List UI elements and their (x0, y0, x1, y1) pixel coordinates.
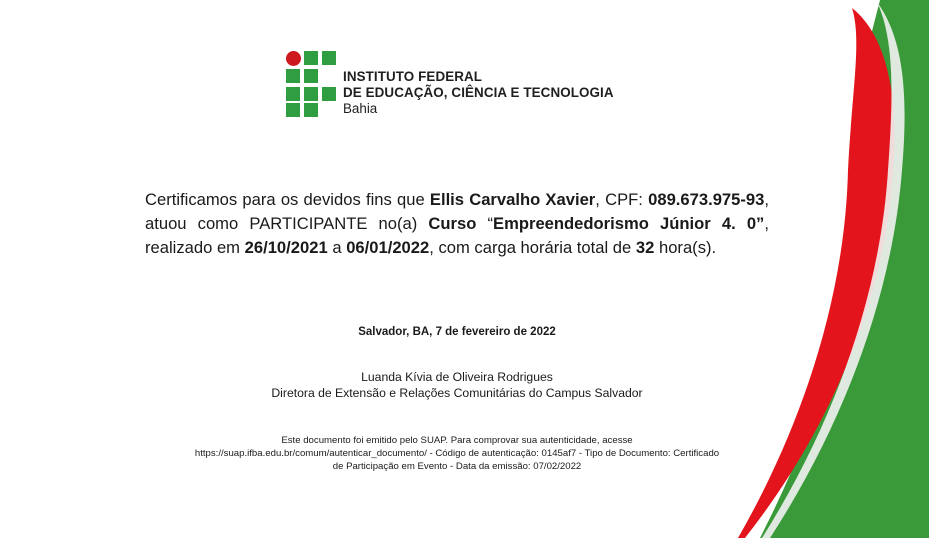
logo-line-2: DE EDUCAÇÃO, CIÊNCIA E TECNOLOGIA (343, 85, 614, 100)
logo-line-3: Bahia (343, 101, 378, 116)
authenticity-footer (140, 434, 774, 473)
date-separator: a (332, 238, 342, 257)
signature-block (145, 369, 769, 401)
logo-mark (286, 51, 338, 117)
footer-line-3: de Participação em Evento - Data da emissão: 07/02/2022 (332, 461, 582, 472)
event-name: Empreendedorismo Júnior 4. 0” (493, 214, 765, 233)
event-type: Curso (428, 214, 477, 233)
logo-red-circle (286, 51, 301, 66)
signatory-title: Diretora de Extensão e Relações Comunitárias do Campus Salvador (271, 386, 643, 400)
certificate-body (145, 188, 769, 260)
role-text: , atuou como PARTICIPANTE no(a) (145, 190, 769, 233)
footer-line-2: https://suap.ifba.edu.br/comum/autenticar_documento/ - Código de autenticação: 0145af7 - Tipo de Documento: Certificado (194, 448, 720, 459)
participant-name: Ellis Carvalho Xavier (429, 190, 596, 209)
cpf-label: , CPF: (595, 190, 643, 209)
logo-text (343, 69, 643, 117)
intro-text: Certificamos para os devidos fins que (145, 190, 425, 209)
hours-text: , com carga horária total de (429, 238, 632, 257)
hours-unit: hora(s). (658, 238, 717, 257)
realized-text: , realizado em (145, 214, 769, 257)
footer-line-1: Este documento foi emitido pelo SUAP. Para comprovar sua autenticidade, acesse (281, 435, 633, 446)
start-date: 26/10/2021 (244, 238, 328, 257)
place-date: Salvador, BA, 7 de fevereiro de 2022 (358, 326, 556, 338)
cpf-value: 089.673.975-93 (648, 190, 765, 209)
open-quote: “ (487, 214, 494, 233)
end-date: 06/01/2022 (346, 238, 430, 257)
hours-value: 32 (635, 238, 655, 257)
signatory-name: Luanda Kívia de Oliveira Rodrigues (361, 370, 553, 384)
logo-line-1: INSTITUTO FEDERAL (343, 69, 483, 84)
